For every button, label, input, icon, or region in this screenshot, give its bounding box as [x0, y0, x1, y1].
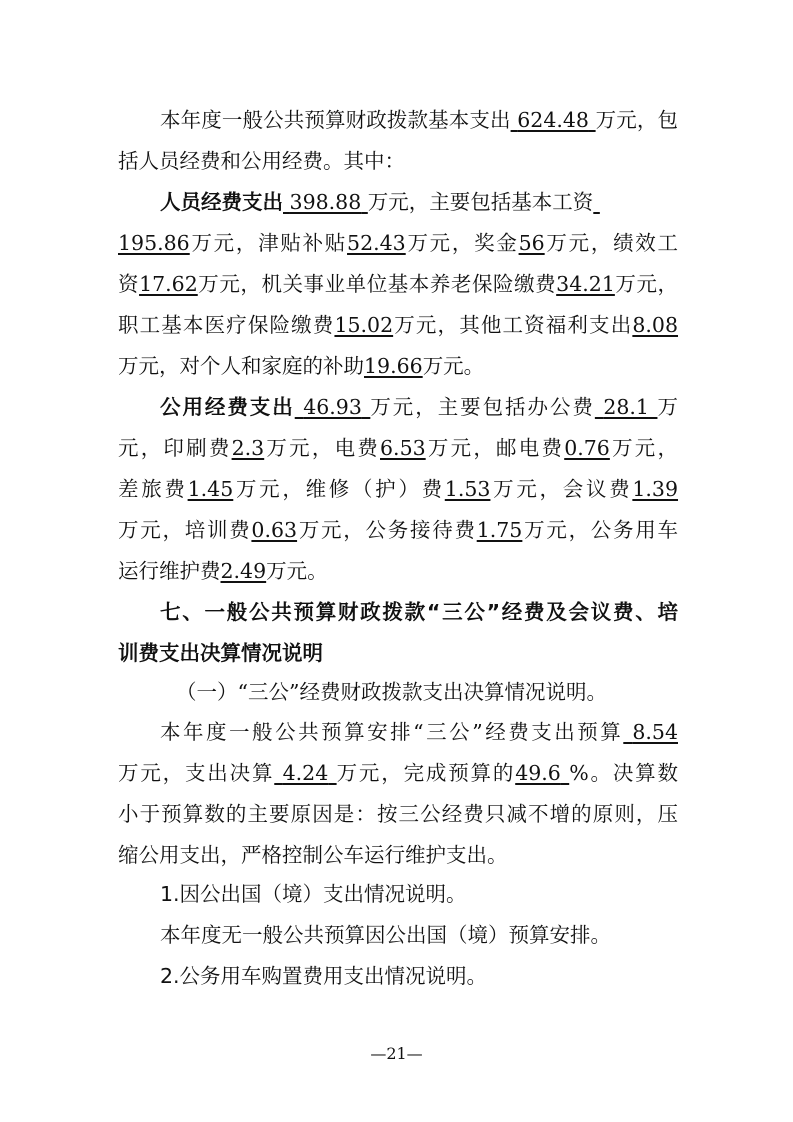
- section-title: 训费支出决算情况说明: [118, 641, 323, 665]
- public-line-3: [118, 474, 678, 504]
- text: 资: [118, 272, 140, 296]
- item-2-title: [160, 961, 678, 991]
- text: 元，印刷费: [118, 436, 232, 460]
- performance-value: 17.62: [139, 272, 198, 296]
- public-line-4: [118, 515, 678, 545]
- basic-expenditure-value: 624.48: [517, 108, 589, 132]
- text: 万元，维修（护）费: [233, 477, 445, 501]
- section-7-title-line-1: [160, 597, 678, 627]
- reception-value: 1.75: [476, 518, 523, 542]
- text: 万元，主要包括办公费: [370, 395, 595, 419]
- text: 万元。: [422, 354, 485, 378]
- three-public-line-3: [118, 799, 678, 829]
- public-value: 46.93: [303, 395, 362, 419]
- section-7-title-line-2: [118, 638, 678, 668]
- text: 万元，培训费: [118, 518, 252, 542]
- subsidy-value: 19.66: [364, 354, 423, 378]
- text: 万元，: [614, 272, 679, 296]
- basic-expenditure-line-1: [160, 105, 678, 135]
- text: 万元，其他工资福利支出: [393, 313, 633, 337]
- text: 缩公用支出，严格控制公车运行维护支出。: [118, 843, 508, 867]
- text: 本年度无一般公共预算因公出国（境）预算安排。: [160, 923, 611, 947]
- item-1-title: [160, 879, 678, 909]
- basic-expenditure-line-2: [118, 146, 678, 176]
- public-line-2: [118, 433, 678, 463]
- other-welfare-value: 8.08: [632, 313, 679, 337]
- bonus-value: 56: [518, 231, 545, 255]
- page-number: —21—: [370, 1044, 423, 1063]
- text: %。决算数: [569, 761, 678, 785]
- personnel-line-4: [118, 310, 678, 340]
- rate-value: 49.6: [515, 761, 561, 785]
- personnel-heading: 人员经费支出: [160, 190, 283, 214]
- training-value: 0.63: [251, 518, 298, 542]
- section-title: 七、一般公共预算财政拨款“三公”经费及会议费、培: [160, 600, 678, 624]
- text: 万元，主要包括基本工资: [367, 190, 594, 214]
- personnel-line-2: [118, 228, 678, 258]
- blank: [593, 190, 600, 214]
- text: 万元，包: [595, 108, 678, 132]
- meeting-value: 1.39: [632, 477, 679, 501]
- personnel-line-1: [160, 187, 678, 217]
- subsection-1-title: [176, 677, 678, 707]
- text: 万元，绩效工: [544, 231, 679, 255]
- allowance-value: 52.43: [347, 231, 406, 255]
- postal-value: 0.76: [564, 436, 610, 460]
- text: 万元，公务接待费: [297, 518, 477, 542]
- text: 万元，机关事业单位基本养老保险缴费: [197, 272, 557, 296]
- three-public-line-2: [118, 758, 678, 788]
- travel-value: 1.45: [187, 477, 234, 501]
- final-value: 4.24: [282, 761, 329, 785]
- pension-value: 34.21: [556, 272, 615, 296]
- public-line-1: [160, 392, 678, 422]
- text: 万元，对个人和家庭的补助: [118, 354, 364, 378]
- text: 本年度一般公共预算安排“三公”经费支出预算: [160, 720, 624, 744]
- public-line-5: [118, 556, 678, 586]
- item-title: 1.因公出国（境）支出情况说明。: [160, 882, 467, 906]
- three-public-line-4: [118, 840, 678, 870]
- salary-value: 195.86: [118, 231, 190, 255]
- text: 万: [657, 395, 678, 419]
- repair-value: 1.53: [444, 477, 491, 501]
- text: 万元，会议费: [490, 477, 633, 501]
- text: 万元，奖金: [405, 231, 519, 255]
- subsection-title: （一）“三公”经费财政拨款支出决算情况说明。: [176, 680, 607, 704]
- text: 运行维护费: [118, 559, 221, 583]
- text: 差旅费: [118, 477, 188, 501]
- personnel-line-3: [118, 269, 678, 299]
- text: 本年度一般公共预算财政拨款基本支出: [160, 108, 511, 132]
- text: 万元，电费: [264, 436, 381, 460]
- three-public-line-1: [160, 717, 678, 747]
- item-title: 2.公务用车购置费用支出情况说明。: [160, 964, 488, 988]
- text: 万元，公务用车: [522, 518, 679, 542]
- vehicle-value: 2.49: [220, 559, 267, 583]
- text: 万元，支出决算: [118, 761, 275, 785]
- text: 括人员经费和公用经费。其中：: [118, 149, 405, 173]
- public-heading: 公用经费支出: [160, 395, 295, 419]
- text: 万元，津贴补贴: [189, 231, 348, 255]
- item-1-body: [160, 920, 678, 950]
- office-value: 28.1: [603, 395, 649, 419]
- personnel-value: 398.88: [289, 190, 362, 214]
- budget-value: 8.54: [632, 720, 678, 744]
- text: 小于预算数的主要原因是：按三公经费只减不增的原则，压: [118, 802, 678, 826]
- text: 万元。: [266, 559, 328, 583]
- medical-value: 15.02: [334, 313, 394, 337]
- text: 万元，完成预算的: [336, 761, 516, 785]
- text: 万元，邮电费: [425, 436, 565, 460]
- electricity-value: 6.53: [380, 436, 426, 460]
- personnel-line-5: [118, 351, 678, 381]
- printing-value: 2.3: [231, 436, 265, 460]
- text: 万元，: [609, 436, 679, 460]
- text: 职工基本医疗保险缴费: [118, 313, 335, 337]
